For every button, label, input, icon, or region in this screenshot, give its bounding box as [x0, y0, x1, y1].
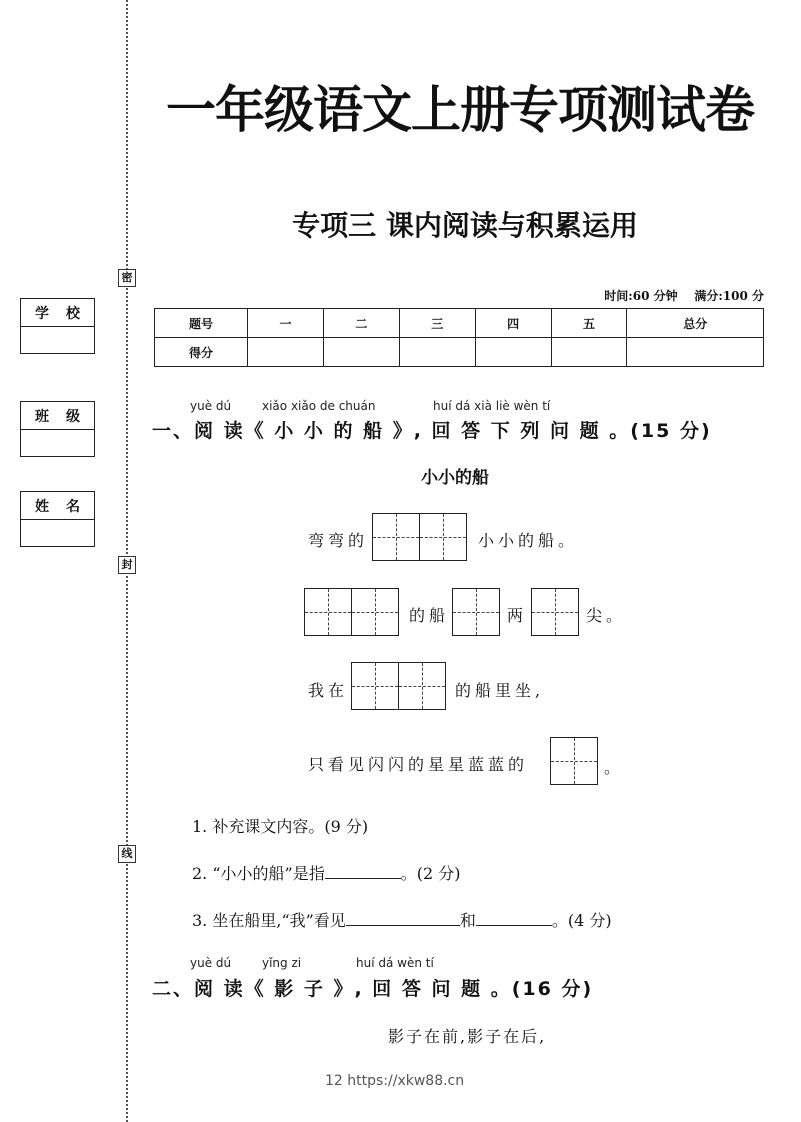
- section-subtitle: 专项三 课内阅读与积累运用: [292, 209, 638, 242]
- score-table-header-row: [155, 309, 764, 338]
- section1-heading: 一、阅 读《 小 小 的 船 》, 回 答 下 列 问 题 。(15 分): [152, 420, 712, 442]
- answer-grid-4[interactable]: [531, 588, 579, 636]
- question-2-before: 2. “小小的船”是指: [192, 864, 325, 883]
- school-label-left: 学: [35, 305, 49, 322]
- question-3-before: 3. 坐在船里,“我”看见: [192, 911, 346, 930]
- seal-mark-mi: 密: [118, 269, 136, 287]
- name-label-left: 姓: [35, 498, 49, 515]
- poem-line2-after: 尖。: [586, 606, 627, 625]
- score-cell[interactable]: [475, 338, 551, 367]
- pinyin-yuedu-2: yuè dú: [190, 956, 232, 970]
- poem-line4-after: 。: [604, 758, 625, 777]
- pinyin-question-2: huí dá wèn tí: [356, 956, 434, 970]
- exam-time: 时间:60 分钟: [604, 289, 678, 303]
- name-label-right: 名: [66, 498, 80, 515]
- score-cell[interactable]: [627, 338, 764, 367]
- poem-line1-after: 小小的船。: [478, 531, 579, 550]
- class-label-right: 级: [66, 408, 80, 425]
- answer-grid-3[interactable]: [452, 588, 500, 636]
- answer-grid-1[interactable]: [372, 513, 467, 561]
- seal-mark-xian: 线: [118, 845, 136, 863]
- score-table-score-row: [155, 338, 764, 367]
- seal-mark-feng: 封: [118, 556, 136, 574]
- school-field: [20, 298, 95, 354]
- exam-full-score: 满分:100 分: [694, 289, 764, 303]
- school-input[interactable]: [21, 327, 94, 353]
- score-row-label: 得分: [155, 338, 248, 367]
- answer-grid-5[interactable]: [351, 662, 446, 710]
- exam-meta: [604, 287, 764, 304]
- question-2: [192, 861, 460, 884]
- answer-grid-6[interactable]: [550, 737, 598, 785]
- poem-line3-before: 我在: [308, 681, 349, 700]
- question-1: 1. 补充课文内容。(9 分): [192, 817, 369, 836]
- page-title: 一年级语文上册专项测试卷: [166, 80, 754, 139]
- score-table: [154, 308, 764, 367]
- score-header-cell: 题号: [155, 309, 248, 338]
- score-cell[interactable]: [248, 338, 324, 367]
- poem-line2-mid1: 的船: [409, 606, 450, 625]
- pinyin-yuedu: yuè dú: [190, 399, 232, 413]
- score-header-cell: 一: [248, 309, 324, 338]
- score-cell[interactable]: [399, 338, 475, 367]
- class-field: [20, 401, 95, 457]
- pinyin-question: huí dá xià liè wèn tí: [433, 399, 551, 413]
- question-3: [192, 908, 612, 931]
- score-cell[interactable]: [323, 338, 399, 367]
- score-header-cell: 总分: [627, 309, 764, 338]
- score-cell[interactable]: [551, 338, 627, 367]
- question-3-mid: 和: [459, 911, 476, 930]
- question-2-after: 。(2 分): [400, 864, 461, 883]
- poem-line2-mid2: 两: [507, 606, 528, 625]
- poem-line4-before: 只看见闪闪的星星蓝蓝的: [308, 755, 529, 774]
- question-3-blank-2[interactable]: [476, 909, 552, 926]
- section2-poem-line1: 影子在前,影子在后,: [388, 1027, 547, 1046]
- poem-line3-after: 的船里坐,: [455, 681, 545, 700]
- question-3-blank-1[interactable]: [346, 909, 460, 926]
- section2-heading: 二、阅 读《 影 子 》, 回 答 问 题 。(16 分): [152, 978, 594, 1000]
- pinyin-title: xiǎo xiǎo de chuán: [262, 399, 376, 413]
- question-2-blank[interactable]: [325, 862, 401, 879]
- name-input[interactable]: [21, 520, 94, 546]
- score-header-cell: 五: [551, 309, 627, 338]
- page-footer-url: 12 https://xkw88.cn: [325, 1073, 465, 1089]
- poem-title: 小小的船: [421, 468, 489, 488]
- class-label-left: 班: [35, 408, 49, 425]
- question-3-after: 。(4 分): [551, 911, 612, 930]
- poem-line1-before: 弯弯的: [308, 531, 369, 550]
- answer-grid-2[interactable]: [304, 588, 399, 636]
- score-header-cell: 三: [399, 309, 475, 338]
- score-header-cell: 二: [323, 309, 399, 338]
- name-field: [20, 491, 95, 547]
- school-label-right: 校: [66, 305, 80, 322]
- class-input[interactable]: [21, 430, 94, 456]
- pinyin-yingzi: yǐng zi: [262, 956, 302, 970]
- score-header-cell: 四: [475, 309, 551, 338]
